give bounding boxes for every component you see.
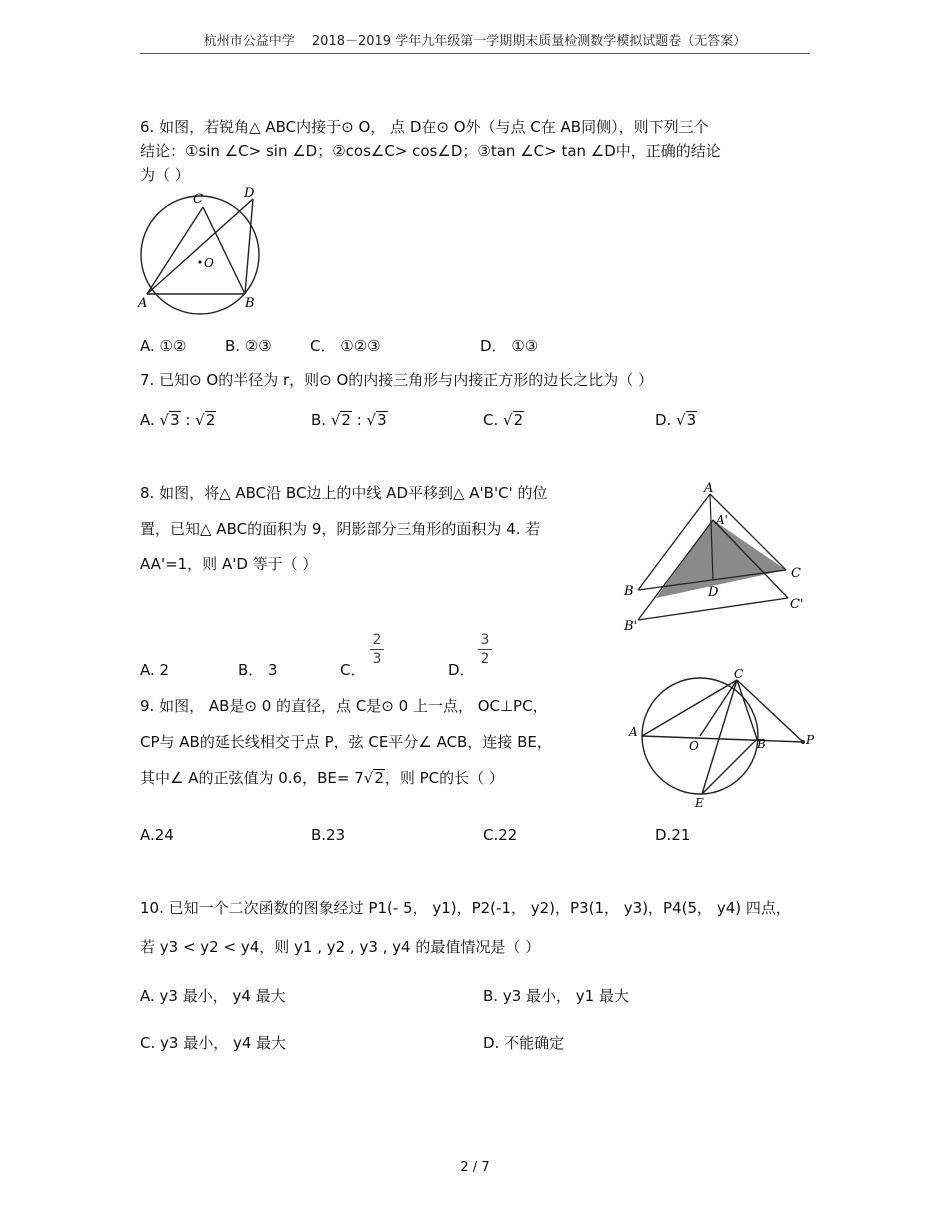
q7-option-c: C. √2 bbox=[483, 411, 524, 429]
q7-stem: 7. 已知⊙ O的半径为 r，则⊙ O的内接三角形与内接正方形的边长之比为（ ） bbox=[140, 371, 654, 389]
q9-stem-line3: 其中∠ A的正弦值为 0.6，BE= 7√2，则 PC的长（ ） bbox=[140, 769, 504, 787]
q9-label-c: C bbox=[734, 668, 744, 681]
q8-option-d: D． bbox=[448, 661, 475, 679]
q6-label-d: D bbox=[244, 186, 255, 201]
q9-label-e: E bbox=[695, 796, 704, 810]
q10-stem-line1: 10. 已知一个二次函数的图象经过 P1(- 5， y1)，P2(-1， y2)，P3(1， y3)，P4(5， y4) 四点， bbox=[140, 899, 791, 917]
q9-label-b: B bbox=[757, 737, 766, 751]
q9-label-p: P bbox=[806, 733, 815, 747]
q10-option-d: D. 不能确定 bbox=[483, 1034, 565, 1052]
q8-label-c: C bbox=[791, 566, 801, 581]
q7-option-a: A. √3 : √2 bbox=[140, 411, 216, 429]
q8-option-a: A. 2 bbox=[140, 661, 170, 679]
q6-figure bbox=[135, 185, 265, 319]
q9-stem-line1: 9. 如图， AB是⊙ 0 的直径，点 C是⊙ 0 上一点， OC⊥PC， bbox=[140, 697, 548, 715]
q6-option-a: A. ①② bbox=[140, 337, 187, 355]
q8-option-d-fraction: 3 2 bbox=[478, 632, 492, 667]
q8-label-a-prime: A' bbox=[716, 513, 728, 527]
q7-option-d: D. √3 bbox=[655, 411, 697, 429]
q8-stem-line3: AA'=1，则 A'D 等于（ ） bbox=[140, 555, 318, 573]
q9-option-c: C.22 bbox=[483, 826, 518, 844]
q6-label-c: C bbox=[193, 192, 203, 207]
q8-label-b-prime: B' bbox=[624, 619, 638, 634]
q9-option-d: D.21 bbox=[655, 826, 691, 844]
q6-option-d: D． ①③ bbox=[480, 337, 539, 355]
q10-option-b: B. y3 最小， y1 最大 bbox=[483, 987, 629, 1005]
q8-stem-line2: 置，已知△ ABC的面积为 9，阴影部分三角形的面积为 4. 若 bbox=[140, 520, 541, 538]
header-divider bbox=[140, 53, 810, 54]
q10-option-c: C. y3 最小， y4 最大 bbox=[140, 1034, 287, 1052]
q9-stem-line2: CP与 AB的延长线相交于点 P，弦 CE平分∠ ACB，连接 BE， bbox=[140, 733, 552, 751]
q6-label-a: A bbox=[138, 296, 148, 311]
q8-label-c-prime: C' bbox=[790, 597, 804, 612]
q10-option-a: A. y3 最小， y4 最大 bbox=[140, 987, 286, 1005]
q6-stem-line1: 6. 如图，若锐角△ ABC内接于⊙ O， 点 D在⊙ O外（与点 C在 AB同侧），则下列三个 bbox=[140, 118, 709, 136]
q10-stem-line2: 若 y3 < y2 < y4，则 y1 , y2 , y3 , y4 的最值情况是（ ） bbox=[140, 938, 541, 956]
q9-label-o: O bbox=[689, 739, 699, 753]
q8-option-c: C． bbox=[340, 661, 366, 679]
q6-label-b: B bbox=[245, 296, 255, 311]
q8-label-b: B bbox=[624, 584, 634, 599]
q9-label-a: A bbox=[629, 725, 638, 739]
q7-option-b: B. √2 : √3 bbox=[311, 411, 387, 429]
page-number: 2 / 7 bbox=[460, 1160, 490, 1175]
q6-label-o: O bbox=[204, 256, 214, 270]
q8-figure bbox=[618, 480, 813, 644]
q9-figure bbox=[625, 668, 820, 817]
q6-stem-line3: 为（ ） bbox=[140, 166, 190, 184]
q8-stem-line1: 8. 如图，将△ ABC沿 BC边上的中线 AD平移到△ A'B'C' 的位 bbox=[140, 484, 548, 502]
q6-stem-line2: 结论：①sin ∠C> sin ∠D；②cos∠C> cos∠D；③tan ∠C> tan ∠D中，正确的结论 bbox=[140, 142, 721, 160]
q8-label-a: A bbox=[704, 481, 714, 496]
page-header: 杭州市公益中学 2018－2019 学年九年级第一学期期末质量检测数学模拟试题卷（无答案） bbox=[203, 34, 747, 49]
q9-option-a: A.24 bbox=[140, 826, 174, 844]
q6-option-b: B. ②③ bbox=[225, 337, 272, 355]
q9-option-b: B.23 bbox=[311, 826, 346, 844]
q8-label-d: D bbox=[708, 585, 719, 600]
q8-option-c-fraction: 2 3 bbox=[370, 632, 384, 667]
q6-option-c: C． ①②③ bbox=[310, 337, 381, 355]
q8-option-b: B． 3 bbox=[238, 661, 278, 679]
